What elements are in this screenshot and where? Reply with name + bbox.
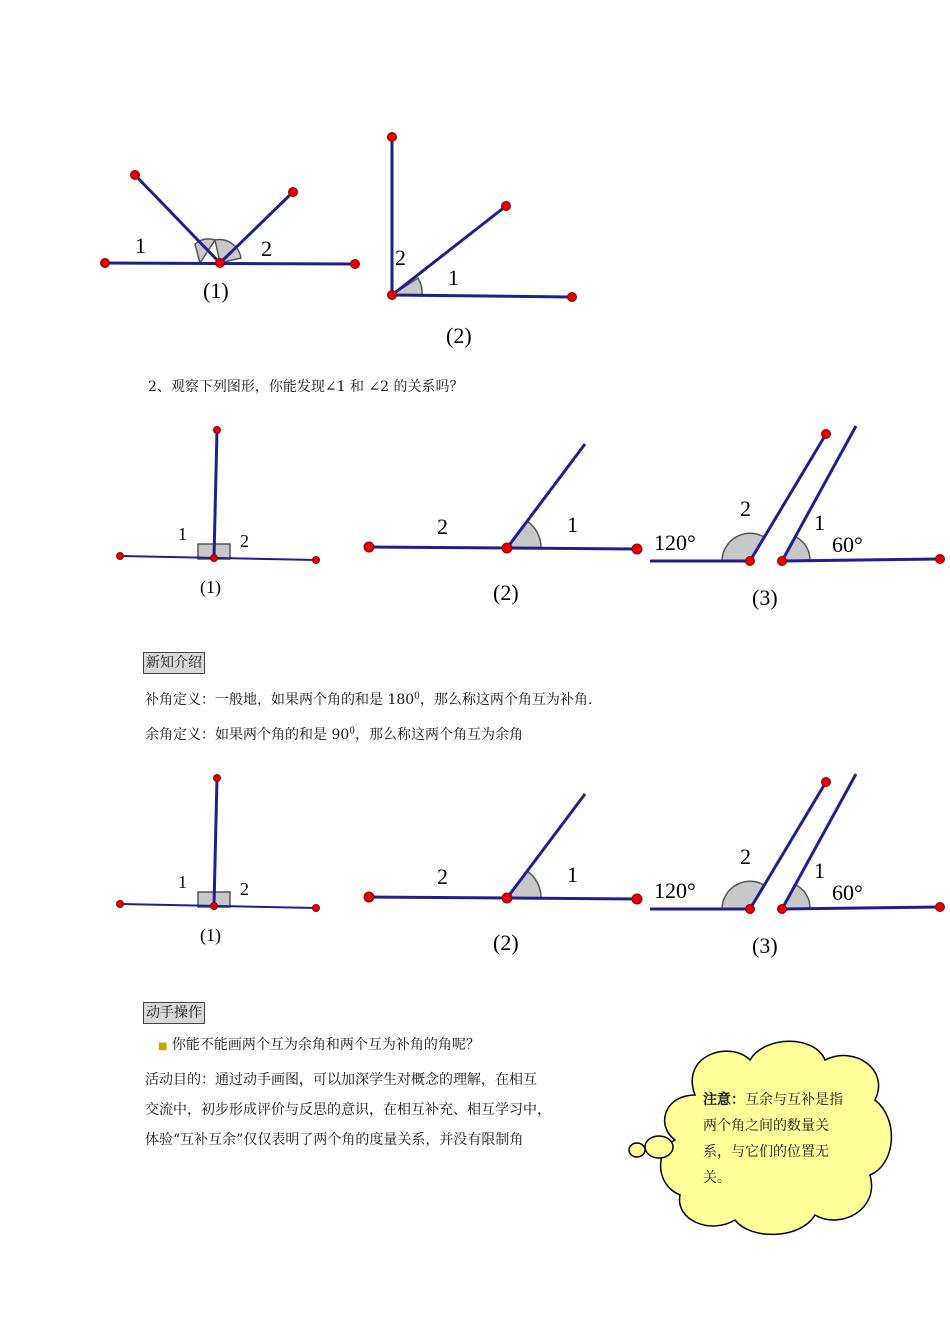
activity-line-3: 体验“互补互余”仅仅表明了两个角的度量关系，并没有限制角 [145,1132,524,1148]
fig-a1-label-1: 1 [178,524,187,544]
activity-line-1: 活动目的：通过动手画图，可以加深学生对概念的理解，在相互 [145,1072,537,1088]
figure-row-a-3 [650,420,948,615]
fig-b1-caption: (1) [200,925,221,945]
complementary-definition [145,725,523,745]
hands-question-text: 你能不能画两个互为余角和两个互为补角的角呢？ [171,1037,480,1053]
supp-def-post: ，那么称这两个角互为补角. [419,692,593,708]
supp-def-pre: 补角定义：一般地，如果两个角的和是 180 [145,692,415,708]
activity-line-2: 交流中，初步形成评价与反思的意识，在相互补充、相互学习中， [145,1102,551,1118]
figure-row-b-3 [650,768,948,963]
fig-b3-caption: (3) [752,933,778,958]
fig-top2-label-1: 1 [448,265,459,290]
bullet-icon: ■ [158,1041,168,1052]
fig-a2-label-1: 1 [567,512,578,537]
figure-top-1 [95,160,365,310]
comp-def-pre: 余角定义：如果两个角的和是 90 [145,727,350,743]
note-text [703,1087,843,1191]
comp-def-post: ，那么称这两个角互为余角 [355,727,523,743]
fig-b2-caption: (2) [493,930,519,955]
fig-b2-label-1: 1 [567,862,578,887]
fig-b1-label-1: 1 [178,872,187,892]
fig-top2-caption: (2) [446,323,472,348]
section-new-knowledge: 新知介绍 [143,652,205,674]
figure-row-b-1 [110,768,330,953]
comp-def-sup: 0 [349,726,355,737]
supplementary-definition [145,690,592,710]
question-2: 2、观察下列图形，你能发现∠1 和 ∠2 的关系吗？ [148,379,464,395]
fig-top2-label-2: 2 [395,245,406,270]
fig-top1-caption: (1) [203,278,229,303]
fig-a3-label-1: 1 [814,510,825,535]
fig-a1-label-2: 2 [240,531,249,551]
figure-row-a-1 [110,420,330,605]
fig-b1-label-2: 2 [240,879,249,899]
fig-b3-label-2: 2 [740,844,751,869]
figure-top-2 [380,125,590,350]
activity-paragraph [145,1065,625,1155]
note-body: 互余与互补是指两个角之间的数量关系，与它们的位置无关。 [703,1092,843,1186]
figure-row-a-2 [355,430,650,610]
fig-a1-caption: (1) [200,577,221,597]
fig-a3-caption: (3) [752,585,778,610]
section-hands-on: 动手操作 [143,1002,205,1024]
fig-top1-label-2: 2 [261,236,272,261]
fig-b3-angle-right: 60° [832,880,863,905]
figure-row-b-2 [355,780,650,960]
fig-a3-angle-right: 60° [832,532,863,557]
fig-a2-label-2: 2 [437,514,448,539]
hands-on-question [158,1035,480,1057]
fig-a2-caption: (2) [493,580,519,605]
fig-b3-label-1: 1 [814,858,825,883]
note-title: 注意： [703,1092,745,1108]
fig-b2-label-2: 2 [437,864,448,889]
fig-top1-label-1: 1 [135,233,146,258]
fig-a3-label-2: 2 [740,496,751,521]
supp-def-sup: 0 [414,691,420,702]
fig-a3-angle-left: 120° [654,530,696,555]
fig-b3-angle-left: 120° [654,878,696,903]
